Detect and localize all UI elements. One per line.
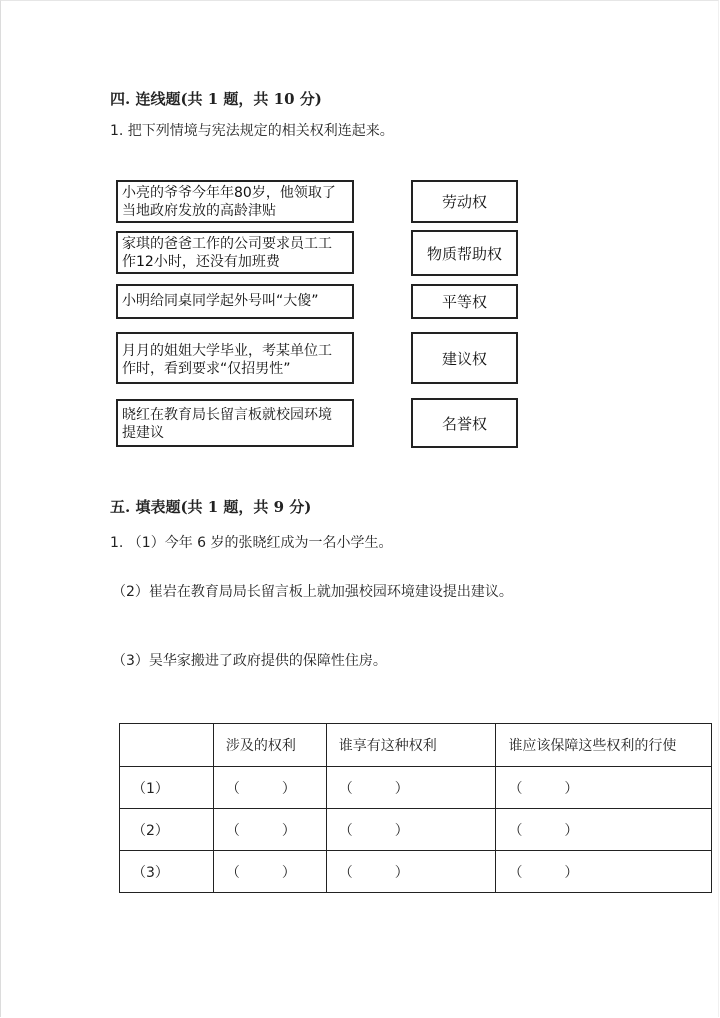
- right-box-labor[interactable]: 劳动权: [411, 180, 518, 223]
- section4-heading: 四. 连线题(共 1 题，共 10 分): [110, 90, 322, 108]
- scenario-1-line2: 当地政府发放的高龄津贴: [122, 203, 276, 219]
- blank-cell[interactable]: （ ）: [496, 809, 712, 851]
- scenario-2-line1: 家琪的爸爸工作的公司要求员工工: [122, 236, 332, 252]
- right-box-equality[interactable]: 平等权: [411, 284, 518, 319]
- scenario-box-4[interactable]: [116, 332, 354, 384]
- row-label: （1）: [120, 767, 214, 809]
- section4-question: 1. 把下列情境与宪法规定的相关权利连起来。: [110, 123, 394, 139]
- table-row: [120, 809, 712, 851]
- scenario-1-line1: 小亮的爷爷今年年80岁，他领取了: [122, 185, 336, 201]
- scenario-5-line1: 晓红在教育局长留言板就校园环境: [122, 407, 332, 423]
- section5-heading: 五. 填表题(共 1 题，共 9 分): [110, 498, 312, 516]
- table-header-empty: [120, 724, 214, 767]
- blank-cell[interactable]: （ ）: [326, 767, 496, 809]
- right-box-material-aid[interactable]: 物质帮助权: [411, 230, 518, 276]
- table-header-who-enjoys: 谁享有这种权利: [326, 724, 496, 767]
- blank-cell[interactable]: （ ）: [213, 767, 326, 809]
- section5-item-3: （3）吴华家搬进了政府提供的保障性住房。: [112, 653, 387, 669]
- row-label: （3）: [120, 851, 214, 893]
- scenario-box-2[interactable]: [116, 231, 354, 274]
- scenario-2-line2: 作12小时，还没有加班费: [122, 254, 280, 270]
- section5-item-1: 1. （1）今年 6 岁的张晓红成为一名小学生。: [110, 535, 393, 551]
- blank-cell[interactable]: （ ）: [213, 851, 326, 893]
- table-row: [120, 767, 712, 809]
- table-header-row: [120, 724, 712, 767]
- scenario-box-5[interactable]: [116, 399, 354, 447]
- table-header-rights: 涉及的权利: [213, 724, 326, 767]
- right-box-reputation[interactable]: 名誉权: [411, 398, 518, 448]
- scenario-box-3[interactable]: [116, 284, 354, 319]
- blank-cell[interactable]: （ ）: [213, 809, 326, 851]
- right-box-suggestion[interactable]: 建议权: [411, 332, 518, 384]
- blank-cell[interactable]: （ ）: [326, 851, 496, 893]
- scenario-4-line1: 月月的姐姐大学毕业，考某单位工: [122, 343, 332, 359]
- section5-item-2: （2）崔岩在教育局局长留言板上就加强校园环境建设提出建议。: [112, 584, 513, 600]
- row-label: （2）: [120, 809, 214, 851]
- table-header-who-guarantees: 谁应该保障这些权利的行使: [496, 724, 712, 767]
- fill-table: [119, 723, 712, 893]
- table-row: [120, 851, 712, 893]
- scenario-5-line2: 提建议: [122, 425, 164, 441]
- scenario-box-1[interactable]: [116, 180, 354, 223]
- scenario-4-line2: 作时，看到要求“仅招男性”: [122, 361, 291, 377]
- blank-cell[interactable]: （ ）: [496, 767, 712, 809]
- blank-cell[interactable]: （ ）: [496, 851, 712, 893]
- scenario-3-line1: 小明给同桌同学起外号叫“大傻”: [122, 293, 319, 309]
- blank-cell[interactable]: （ ）: [326, 809, 496, 851]
